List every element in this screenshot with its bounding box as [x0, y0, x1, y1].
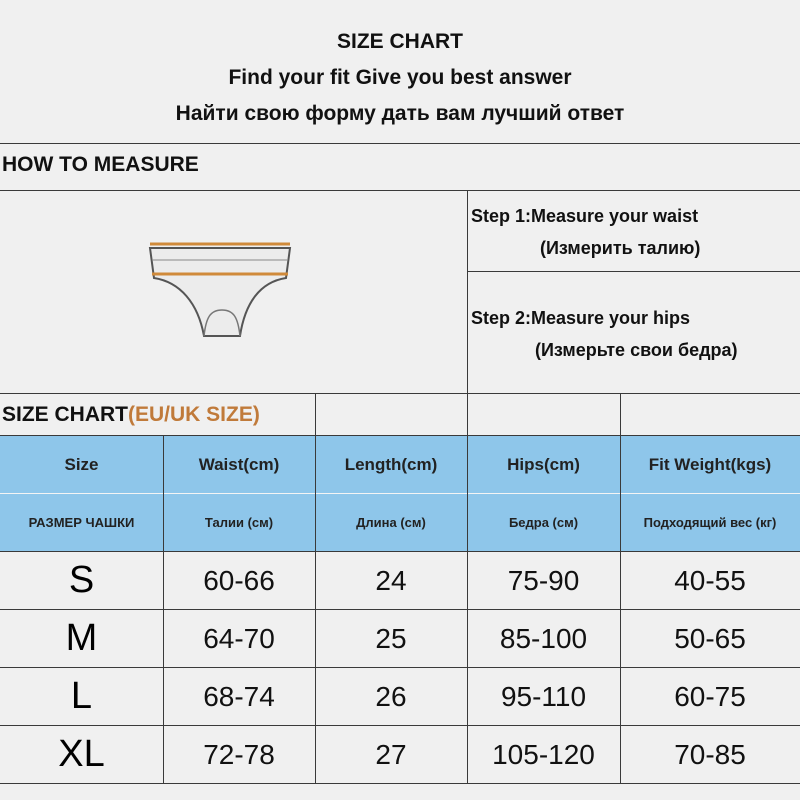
step2-russian: (Измерьте свои бедра)	[535, 340, 738, 360]
table-cell: 25	[375, 622, 407, 654]
table-cell: 75-90	[507, 564, 580, 596]
column-header-ru: Подходящий вес (кг)	[643, 515, 777, 530]
table-cell: 95-110	[500, 680, 587, 712]
size-chart-heading-main: SIZE CHART	[2, 403, 128, 426]
size-chart-heading-sub: (EU/UK SIZE)	[128, 403, 260, 426]
column-header-ru: Бедра (см)	[508, 515, 579, 530]
size-label: L	[70, 675, 93, 717]
column-header-ru: Талии (см)	[204, 515, 274, 530]
step1-english: Step 1:Measure your waist	[471, 206, 699, 226]
table-cell: 60-75	[674, 680, 746, 712]
how-to-measure-heading: HOW TO MEASURE	[2, 153, 199, 176]
step2-english: Step 2:Measure your hips	[471, 308, 691, 328]
size-chart-heading	[2, 403, 260, 427]
size-label: XL	[58, 733, 105, 775]
size-label: M	[65, 617, 98, 659]
column-header-ru: Длина (см)	[356, 515, 426, 530]
table-cell: 60-66	[203, 564, 275, 596]
page-title: SIZE CHART	[337, 30, 463, 53]
table-cell: 70-85	[674, 738, 746, 770]
column-header-en: Hips(cm)	[507, 454, 580, 474]
briefs-measure-illustration	[140, 218, 300, 348]
subtitle-russian: Найти свою форму дать вам лучший ответ	[175, 102, 625, 125]
table-cell: 64-70	[203, 622, 275, 654]
column-header-en: Length(cm)	[344, 454, 438, 474]
column-header-en: Waist(cm)	[198, 454, 280, 474]
table-cell: 26	[375, 680, 407, 712]
table-cell: 40-55	[674, 564, 746, 596]
table-cell: 105-120	[492, 738, 595, 770]
column-header-ru: РАЗМЕР ЧАШКИ	[28, 515, 135, 530]
step1-russian: (Измерить талию)	[540, 238, 701, 258]
table-cell: 68-74	[203, 680, 275, 712]
table-cell: 50-65	[674, 622, 746, 654]
column-header-en: Size	[64, 454, 99, 474]
size-label: S	[68, 559, 95, 601]
table-cell: 24	[375, 564, 407, 596]
table-cell: 85-100	[499, 622, 588, 654]
subtitle-english: Find your fit Give you best answer	[228, 66, 572, 89]
table-cell: 72-78	[203, 738, 275, 770]
table-cell: 27	[375, 738, 407, 770]
column-header-en: Fit Weight(kgs)	[648, 454, 772, 474]
